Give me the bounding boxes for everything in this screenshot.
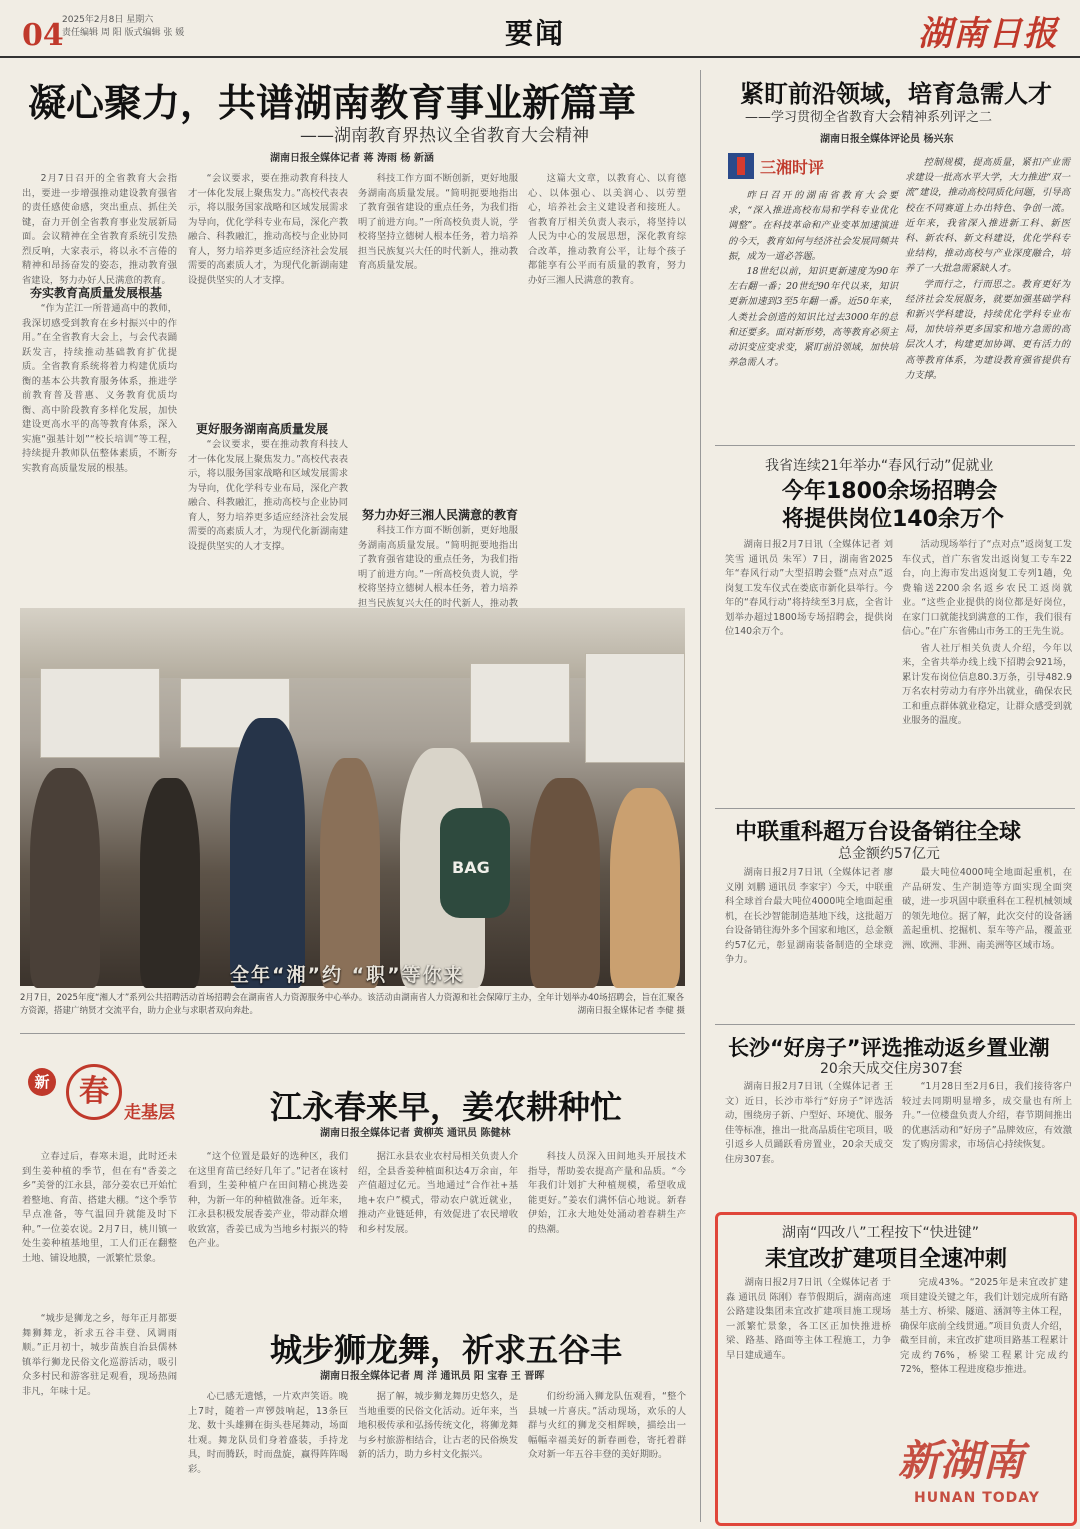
lead-subhead-1: 夯实教育高质量发展根基 [30, 286, 163, 300]
commentary-badge [728, 150, 824, 182]
expressway-headline: 耒宜改扩建项目全速冲刺 [765, 1247, 1008, 1272]
lion-headline: 城步狮龙舞，祈求五谷丰 [270, 1331, 623, 1369]
photo-booth [40, 668, 160, 758]
lead-column-1b [22, 302, 177, 582]
jiangyong-column-1 [22, 1150, 177, 1302]
spring-body-2: 活动现场举行了“点对点”返岗复工发车仪式，首广东省发出返岗复工专车22台，向上海市发出返岗复工专列1趟，免费输送2200余名返乡农民工返岗就业。“这些企业提供的岗位都是好岗位，在家门口就能找到满意的工作，我们很有信心。”在广东省佛山市务工的王先生说。 [902, 539, 1072, 637]
jiangyong-headline: 江永春来早，姜农耕种忙 [270, 1088, 623, 1126]
commentary-body-2: 18世纪以前，知识更新速度为90年左右翻一番；20世纪90年代以来，知识更新加速到3至5年翻一番。近50年来，人类社会创造的知识比过去3000年的总和还要多。面对新形势，高等教育必须主动识变应变求变，紧盯前沿领域，加快培养急需人才。 [728, 266, 898, 369]
jiangyong-byline: 湖南日报全媒体记者 黄柳英 通讯员 陈健林 [320, 1128, 511, 1139]
photo-headline: 全年“湘”约 “职”等你来 [230, 964, 465, 986]
new-hunan-watermark [892, 1428, 1072, 1524]
page-number: 04 [22, 18, 64, 53]
lead-column-4 [528, 172, 686, 582]
lion-body-4: 们纷纷涌入狮龙队伍观看，“整个县城一片喜庆。”活动现场，欢乐的人群与火红的狮龙交相辉映，描绘出一幅幅幸福美好的新春画卷，寄托着群众对新一年五谷丰登的美好期盼。 [528, 1391, 686, 1460]
zoomlion-headline: 中联重科超万台设备销往全球 [735, 820, 1022, 845]
photo-caption [20, 992, 685, 1018]
jiangyong-body-1: 立春过后，春寒未退，此时还未到生姜种植的季节，但在有“香姜之乡”美誉的江永县，部分姜农已开始忙着整地、育苗、搭建大棚。“这个季节早点准备，等气温回升就能及时下种。”一位姜农说。2月7日，桃川镇一处生姜种植基地里，工人们正在翻整土地、铺设地膜，一派繁忙景象。 [22, 1151, 177, 1264]
watermark-subtext: HUNAN TODAY [914, 1490, 1040, 1506]
lead-body-1: “作为芷江一所普通高中的教师，我深切感受到教育在乡村振兴中的作用。”在全省教育大会上，与会代表踊跃发言，持续推动基础教育扩优提质。全省教育系统将着力构建优质均衡的基本公共教育服务体系，推进学前教育普及普惠、义务教育优质均衡、高中阶段教育多样化发展，加快建设更高水平的高等教育体系，深入实施“强基计划”“校长培训”等工程，持续提升教师队伍整体素质，不断夯实教育高质量发展的根基。 [22, 303, 177, 474]
commentary-body-3: 控制规模，提高质量，紧扣产业需求建设一批高水平大学，大力推进“双一流”建设，推动高校同质化问题，引导高校在不同赛道上办出特色、争创一流。近年来，我省深入推进新工科、新医科、新农科、新文科建设，优化学科专业结构，推动高校与产业深度融合，培养了一大批急需紧缺人才。 [905, 157, 1070, 275]
lion-body-1: “城步是狮龙之乡，每年正月都要舞狮舞龙，祈求五谷丰登、风调雨顺。”正月初十，城步苗族自治县儒林镇举行狮龙民俗文化巡游活动，吸引众多村民和游客驻足观看，现场热闹非凡，年味十足。 [22, 1313, 177, 1397]
lead-body-2: “会议要求，要在推动教育科技人才一体化发展上聚焦发力。”高校代表表示，将以服务国家战略和区域发展需求为导向，优化学科专业布局，深化产教融合、科教融汇，推动高校与企业协同育人，努力培养更多适应经济社会发展需要的高素质人才，为现代化新湖南建设提供坚实的人才支撑。 [188, 173, 348, 286]
photo-person [230, 718, 305, 988]
lion-column-1 [22, 1312, 177, 1524]
lion-body-2: 心已感无遗憾，一片欢声笑语。晚上7时，随着一声锣鼓响起，13条巨龙、数十头雄狮在街头巷尾舞动，场面壮观。舞龙队员们身着盛装，手持龙具，时而腾跃，时而盘旋，赢得阵阵喝彩。 [188, 1391, 348, 1475]
expressway-kicker: 湖南“四改八”工程按下“快进键” [782, 1225, 980, 1241]
zoomlion-body-1: 湖南日报2月7日讯（全媒体记者 廖义刚 刘鹏 通讯员 李家宇）今天，中联重科全球首台最大吨位4000吨全地面起重机，在长沙智能制造基地下线，这批超万台设备销往海外多个国家和地区，总金额约57亿元，彰显湖南装备制造的全球竞争力。 [725, 867, 893, 965]
spring-body-1: 湖南日报2月7日讯（全媒体记者 刘笑雪 通讯员 朱军）7日，湖南省2025年“春风行动”大型招聘会暨“点对点”返岗复工发车仪式在娄底市新化县举行。今年的“春风行动”将持续至3月底，全省计划举办超过1800场专场招聘会，提供岗位140余万个。 [725, 539, 893, 637]
lead-body-2b: “会议要求，要在推动教育科技人才一体化发展上聚焦发力。”高校代表表示，将以服务国家战略和区域发展需求为导向，优化学科专业布局，深化产教融合、科教融汇，推动高校与企业协同育人，努力培养更多适应经济社会发展需要的高素质人才，为现代化新湖南建设提供坚实的人才支撑。 [188, 439, 348, 552]
lion-column-2 [188, 1390, 348, 1524]
masthead [0, 0, 1080, 58]
lion-byline: 湖南日报全媒体记者 周 洋 通讯员 阳 宝春 王 晋晖 [320, 1371, 545, 1382]
expressway-body-2: 完成43%。“2025年是耒宜改扩建项目建设关键之年，我们计划完成所有路基土方、桥梁、隧道、涵洞等主体工程，确保年底前全线贯通。”项目负责人介绍，截至目前，耒宜改扩建项目路基工程累计完成约76%，桥梁工程累计完成约72%，整体工程进度稳步推进。 [900, 1277, 1068, 1375]
logo-spring-char: 春 [66, 1064, 122, 1120]
spring-headline-2: 将提供岗位140余万个 [782, 507, 1004, 532]
lead-subtitle: ——湖南教育界热议全省教育大会精神 [300, 126, 589, 146]
lion-column-4 [528, 1390, 686, 1524]
lead-headline: 凝心聚力，共谱湖南教育事业新篇章 [28, 81, 637, 125]
zoomlion-column-1 [725, 866, 893, 1016]
backpack-text: BAG [452, 858, 490, 877]
jiangyong-column-4 [528, 1150, 686, 1302]
commentary-byline: 湖南日报全媒体评论员 杨兴东 [820, 134, 954, 145]
section-divider [715, 445, 1075, 446]
jiangyong-body-2: “这个位置是最好的选种区，我们在这里育苗已经好几年了。”记者在该村看到，生姜种植户在田间精心挑选姜种，为新一年的种植做准备。近年来，江永县积极发展香姜产业，带动群众增收致富，香姜已成为当地乡村振兴的特色产业。 [188, 1151, 348, 1249]
badge-logo-icon [728, 153, 754, 179]
lion-body-3: 据了解，城步狮龙舞历史悠久，是当地重要的民俗文化活动。近年来，当地积极传承和弘扬传统文化，将狮龙舞与乡村旅游相结合，让古老的民俗焕发新的活力，助力乡村文化振兴。 [358, 1391, 518, 1460]
lead-subhead-2: 更好服务湖南高质量发展 [196, 422, 329, 436]
housing-headline: 长沙“好房子”评选推动返乡置业潮 [728, 1036, 1050, 1060]
zoomlion-subtitle: 总金额约57亿元 [838, 846, 940, 862]
lead-subhead-3: 努力办好三湘人民满意的教育 [362, 508, 519, 522]
lead-byline: 湖南日报全媒体记者 蒋 涛雨 杨 新涵 [270, 153, 434, 164]
section-divider [715, 808, 1075, 809]
housing-body-1: 湖南日报2月7日讯（全媒体记者 王文）近日，长沙市举行“好房子”评选活动，围绕房子新、户型好、环境优、服务佳等标准，推出一批高品质住宅项目，吸引返乡人员踊跃看房置业，20余天成交住房307套。 [725, 1081, 893, 1165]
badge-label: 三湘时评 [760, 157, 825, 177]
housing-column-1 [725, 1080, 893, 1204]
jiangyong-body-3: 据江永县农业农村局相关负责人介绍，全县香姜种植面积达4万余亩，年产值超过亿元。当地通过“合作社+基地+农户”模式，带动农户就近就业，推动产业链延伸，有效促进了农民增收和乡村发展。 [358, 1151, 518, 1235]
jiangyong-column-3 [358, 1150, 518, 1302]
photo-caption-text: 2月7日，2025年度“湘人才”系列公共招聘活动首场招聘会在湖南省人力资源服务中心举办。该活动由湖南省人力资源和社会保障厅主办，全年计划举办40场招聘会，旨在汇聚各方资源，搭建广纳贤才交流平台，助力企业与求职者双向奔赴。 [20, 993, 685, 1016]
commentary-body-4: 学而行之，行而思之。教育更好为经济社会发展服务，就要加强基础学科和新兴学科建设，持续优化学科专业布局，加快培养更多国家和地方急需的高层次人才，构建更加协调、更有活力的高等教育体系，为建设教育强省提供有力支撑。 [905, 278, 1070, 381]
masthead-meta [62, 14, 184, 40]
jiangyong-body-4: 科技人员深入田间地头开展技术指导，帮助姜农提高产量和品质。“今年我们计划扩大种植规模，希望收成能更好。”姜农们满怀信心地说。新春伊始，江永大地处处涌动着春耕生产的热潮。 [528, 1151, 686, 1235]
spring-body-3: 省人社厅相关负责人介绍，今年以来，全省共举办线上线下招聘会921场，累计发布岗位信息80.3万条，引导482.9万名农村劳动力有序外出就业，确保农民工和重点群体就业稳定，让群众感受到就业服务的温度。 [902, 642, 1072, 726]
logo-grassroots-text: 走基层 [124, 1103, 175, 1123]
lead-column-2 [188, 172, 348, 412]
photo-person [610, 788, 680, 988]
new-spring-grassroots-logo [22, 1060, 182, 1134]
zoomlion-column-2 [902, 866, 1072, 1016]
column-divider [700, 70, 701, 1522]
editors-line: 责任编辑 周 阳 版式编辑 张 媛 [62, 28, 185, 38]
spring-column-2 [902, 538, 1072, 800]
lead-column-3b [358, 524, 518, 609]
photo-booth [585, 653, 685, 763]
section-divider [715, 1024, 1075, 1025]
lead-intro: 2月7日召开的全省教育大会指出，要进一步增强推动建设教育强省的责任感使命感，突出重点、抓住关键，奋力开创全省教育事业发展新局面。会议精神在全省教育系统引发热烈反响，大家表示，将以永不言倦的精神和昂扬奋发的姿态，推动教育强省建设，努力办好人民满意的教育。 [22, 173, 177, 286]
photo-person [140, 778, 200, 988]
expressway-body-1: 湖南日报2月7日讯（全媒体记者 于淼 通讯员 陈刚）春节假期后，湖南高速公路建设集团耒宜改扩建项目施工现场一派繁忙景象，各工区正加快推进桥梁、路基、路面等主体工程施工，力争早日建成通车。 [726, 1277, 891, 1361]
housing-column-2 [902, 1080, 1072, 1204]
housing-subtitle: 20余天成交住房307套 [820, 1061, 963, 1077]
spring-column-1 [725, 538, 893, 800]
logo-new-char: 新 [28, 1068, 56, 1096]
commentary-body-1: 昨日召开的湖南省教育大会要求，“深入推进高校布局和学科专业优化调整”。在科技革命和产业变革加速演进的今天，教育如何与经济社会发展同频共振，成为一道必答题。 [728, 190, 898, 262]
commentary-column-1 [728, 188, 898, 436]
photo-person [30, 768, 100, 988]
photo-credit: 湖南日报全媒体记者 李健 摄 [577, 1006, 685, 1016]
photo-person [320, 758, 380, 988]
lead-body-4: 这篇大文章，以教育心、以育德心、以体强心、以美润心、以劳塑心，培养社会主义建设者和接班人。省教育厅相关负责人表示，将坚持以人民为中心的发展思想，深化教育综合改革，推动教育公平，让每个孩子都能享有公平而有质量的教育，努力办好三湘人民满意的教育。 [528, 173, 686, 286]
expressway-column-2 [900, 1276, 1068, 1426]
commentary-column-2 [905, 155, 1070, 435]
expressway-column-1 [726, 1276, 891, 1520]
section-divider [20, 1033, 685, 1034]
job-fair-photo [20, 608, 685, 986]
date-line: 2025年2月8日 星期六 [62, 15, 154, 25]
photo-person [530, 778, 600, 988]
lead-body-3b: 科技工作方面不断创新，更好地服务湖南高质量发展。“简明扼要地指出了教育强省建设的重点任务，为我们指明了前进方向。”一所高校负责人说，学校将坚持立德树人根本任务，着力培养担当民族复兴大任的时代新人，推动教 [358, 525, 518, 609]
paper-logo: 湖南日报 [918, 14, 1058, 54]
housing-body-2: “1月28日至2月6日，我们接待客户较过去同期明显增多，成交量也有所上升。”一位楼盘负责人介绍，春节期间推出的优惠活动和“好房子”品牌效应，有效激发了购房需求，市场信心持续恢复。 [902, 1081, 1072, 1150]
lead-column-3 [358, 172, 518, 497]
jiangyong-column-2 [188, 1150, 348, 1302]
lead-body-3: 科技工作方面不断创新，更好地服务湖南高质量发展。“简明扼要地指出了教育强省建设的重点任务，为我们指明了前进方向。”一所高校负责人说，学校将坚持立德树人根本任务，着力培养担当民族复兴大任的时代新人，推动教育高质量发展。 [358, 173, 518, 271]
lion-column-3 [358, 1390, 518, 1524]
commentary-headline: 紧盯前沿领域，培育急需人才 [740, 80, 1052, 108]
spring-headline-1: 今年1800余场招聘会 [782, 479, 998, 504]
commentary-subtitle: ——学习贯彻全省教育大会精神系列评之二 [745, 110, 993, 125]
photo-booth [470, 663, 570, 743]
watermark-text: 新湖南 [898, 1436, 1025, 1485]
section-title: 要闻 [505, 17, 566, 50]
spring-kicker: 我省连续21年举办“春风行动”促就业 [765, 458, 994, 474]
zoomlion-body-2: 最大吨位4000吨全地面起重机，在产品研发、生产制造等方面实现全面突破，进一步巩固中联重科在工程机械领域的领先地位。据了解，此次交付的设备涵盖起重机、挖掘机、泵车等产品，覆盖亚洲、欧洲、非洲、南美洲等区域市场。 [902, 867, 1072, 951]
lead-column-2b [188, 438, 348, 582]
